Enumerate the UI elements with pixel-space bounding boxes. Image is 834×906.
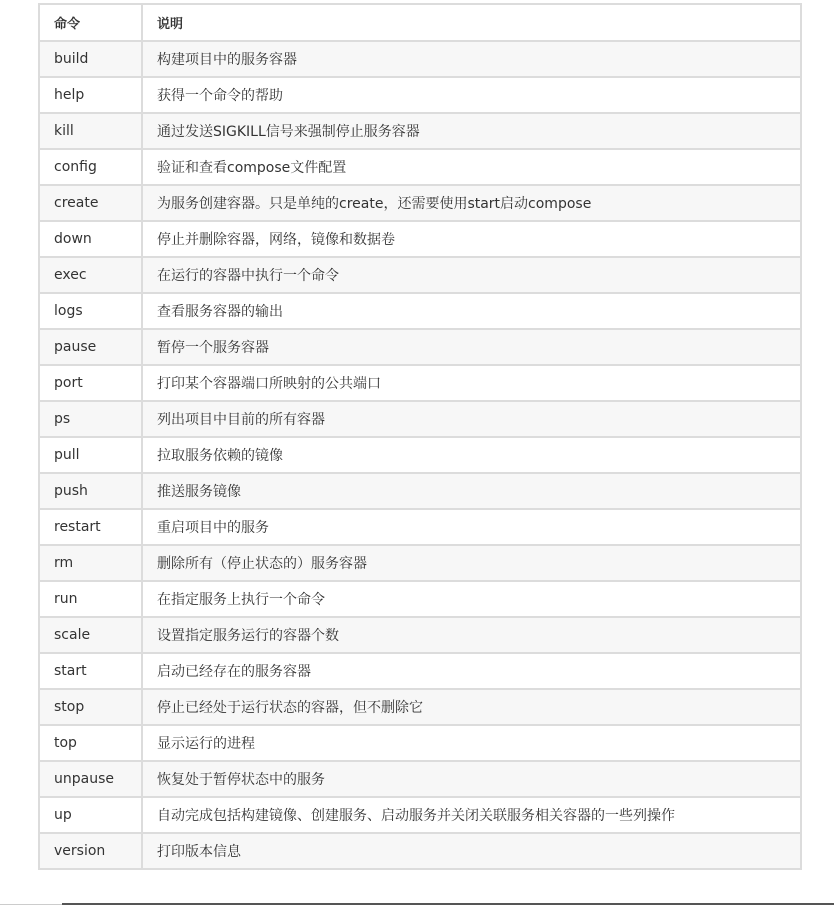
table-row bbox=[39, 653, 801, 689]
command-cell: logs bbox=[39, 293, 142, 329]
description-cell: 拉取服务依赖的镜像 bbox=[142, 437, 801, 473]
command-cell: start bbox=[39, 653, 142, 689]
table-row bbox=[39, 185, 801, 221]
table-row bbox=[39, 725, 801, 761]
command-cell: create bbox=[39, 185, 142, 221]
description-cell: 打印某个容器端口所映射的公共端口 bbox=[142, 365, 801, 401]
table-row bbox=[39, 617, 801, 653]
command-cell: help bbox=[39, 77, 142, 113]
table-row bbox=[39, 761, 801, 797]
table-row bbox=[39, 221, 801, 257]
command-cell: kill bbox=[39, 113, 142, 149]
description-cell: 停止已经处于运行状态的容器，但不删除它 bbox=[142, 689, 801, 725]
command-table bbox=[38, 3, 802, 870]
description-cell: 验证和查看compose文件配置 bbox=[142, 149, 801, 185]
description-cell: 显示运行的进程 bbox=[142, 725, 801, 761]
description-cell: 删除所有（停止状态的）服务容器 bbox=[142, 545, 801, 581]
description-cell: 打印版本信息 bbox=[142, 833, 801, 869]
table-header bbox=[39, 4, 801, 41]
command-cell: pause bbox=[39, 329, 142, 365]
header-command: 命令 bbox=[39, 4, 142, 41]
description-cell: 恢复处于暂停状态中的服务 bbox=[142, 761, 801, 797]
command-cell: stop bbox=[39, 689, 142, 725]
command-cell: run bbox=[39, 581, 142, 617]
table-row bbox=[39, 293, 801, 329]
description-cell: 推送服务镜像 bbox=[142, 473, 801, 509]
bottom-divider-left bbox=[0, 904, 62, 905]
table-row bbox=[39, 509, 801, 545]
command-cell: config bbox=[39, 149, 142, 185]
description-cell: 通过发送SIGKILL信号来强制停止服务容器 bbox=[142, 113, 801, 149]
description-cell: 设置指定服务运行的容器个数 bbox=[142, 617, 801, 653]
table-body bbox=[39, 41, 801, 869]
description-cell: 暂停一个服务容器 bbox=[142, 329, 801, 365]
command-cell: version bbox=[39, 833, 142, 869]
table-row bbox=[39, 149, 801, 185]
table-row bbox=[39, 437, 801, 473]
table-row bbox=[39, 329, 801, 365]
bottom-divider bbox=[62, 903, 834, 905]
command-cell: scale bbox=[39, 617, 142, 653]
table-row bbox=[39, 365, 801, 401]
command-cell: exec bbox=[39, 257, 142, 293]
table-row bbox=[39, 797, 801, 833]
command-cell: rm bbox=[39, 545, 142, 581]
command-cell: push bbox=[39, 473, 142, 509]
command-cell: ps bbox=[39, 401, 142, 437]
description-cell: 重启项目中的服务 bbox=[142, 509, 801, 545]
table-row bbox=[39, 257, 801, 293]
command-cell: top bbox=[39, 725, 142, 761]
table-row bbox=[39, 401, 801, 437]
command-cell: restart bbox=[39, 509, 142, 545]
description-cell: 在指定服务上执行一个命令 bbox=[142, 581, 801, 617]
command-cell: unpause bbox=[39, 761, 142, 797]
description-cell: 停止并删除容器，网络，镜像和数据卷 bbox=[142, 221, 801, 257]
table-row bbox=[39, 41, 801, 77]
description-cell: 查看服务容器的输出 bbox=[142, 293, 801, 329]
table-row bbox=[39, 581, 801, 617]
table-row bbox=[39, 545, 801, 581]
description-cell: 为服务创建容器。只是单纯的create，还需要使用start启动compose bbox=[142, 185, 801, 221]
description-cell: 获得一个命令的帮助 bbox=[142, 77, 801, 113]
table-row bbox=[39, 689, 801, 725]
description-cell: 启动已经存在的服务容器 bbox=[142, 653, 801, 689]
command-cell: up bbox=[39, 797, 142, 833]
description-cell: 构建项目中的服务容器 bbox=[142, 41, 801, 77]
command-cell: build bbox=[39, 41, 142, 77]
table-row bbox=[39, 113, 801, 149]
command-table-container bbox=[38, 3, 800, 870]
header-description: 说明 bbox=[142, 4, 801, 41]
description-cell: 在运行的容器中执行一个命令 bbox=[142, 257, 801, 293]
description-cell: 列出项目中目前的所有容器 bbox=[142, 401, 801, 437]
description-cell: 自动完成包括构建镜像、创建服务、启动服务并关闭关联服务相关容器的一些列操作 bbox=[142, 797, 801, 833]
command-cell: down bbox=[39, 221, 142, 257]
table-row bbox=[39, 833, 801, 869]
header-row bbox=[39, 4, 801, 41]
command-cell: port bbox=[39, 365, 142, 401]
command-cell: pull bbox=[39, 437, 142, 473]
table-row bbox=[39, 473, 801, 509]
table-row bbox=[39, 77, 801, 113]
